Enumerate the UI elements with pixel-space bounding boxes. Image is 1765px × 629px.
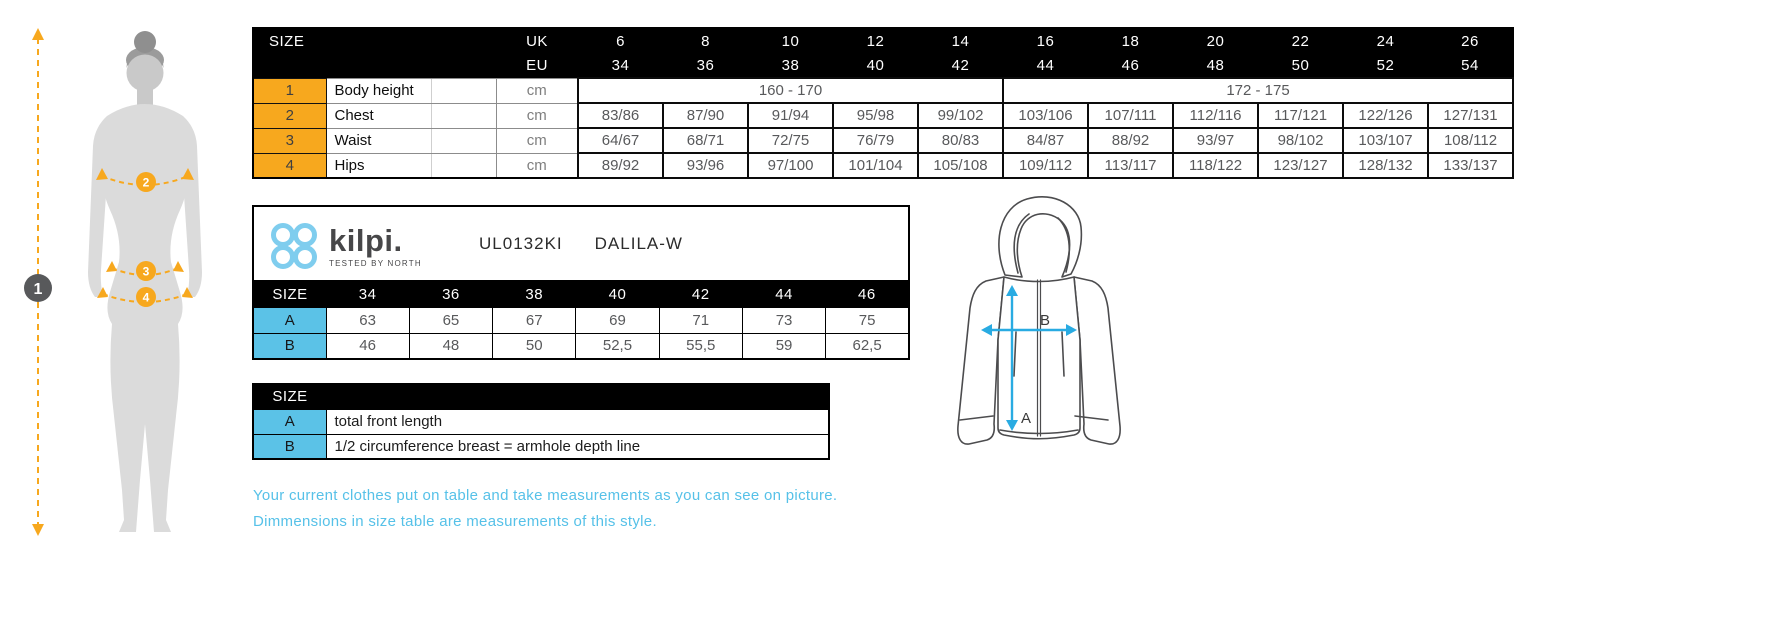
measure-value-cell: 103/107 xyxy=(1343,128,1428,153)
measure-value-cell: 68/71 xyxy=(663,128,748,153)
eu-size-cell: 42 xyxy=(918,53,1003,78)
label-spacer xyxy=(431,153,496,178)
measure-value-cell: 160 - 170 xyxy=(578,78,1003,103)
svg-text:4: 4 xyxy=(142,290,150,305)
product-value-cell: 63 xyxy=(326,307,409,333)
header-spacer xyxy=(326,384,829,409)
measure-value-cell: 103/106 xyxy=(1003,103,1088,128)
eu-size-cell: 40 xyxy=(833,53,918,78)
brand-name: kilpi. xyxy=(329,222,403,258)
unit-cell: cm xyxy=(496,78,578,103)
measure-value-cell: 107/111 xyxy=(1088,103,1173,128)
eu-size-cell: 52 xyxy=(1343,53,1428,78)
measure-value-cell: 105/108 xyxy=(918,153,1003,178)
measure-value-cell: 89/92 xyxy=(578,153,663,178)
jacket-hood xyxy=(999,197,1081,277)
product-size-table xyxy=(252,280,910,360)
arrow-up-icon xyxy=(32,28,44,40)
svg-text:2: 2 xyxy=(142,175,150,190)
uk-label: UK xyxy=(496,28,578,53)
measure-value-cell: 91/94 xyxy=(748,103,833,128)
uk-size-cell: 14 xyxy=(918,28,1003,53)
product-name: DALILA-W xyxy=(594,233,683,253)
table-row xyxy=(253,333,909,359)
measure-value-cell: 83/86 xyxy=(578,103,663,128)
product-size-cell: 34 xyxy=(326,281,409,307)
hair-bun xyxy=(134,31,156,53)
legend-table xyxy=(252,383,830,460)
measure-value-cell: 108/112 xyxy=(1428,128,1513,153)
product-title xyxy=(254,207,908,280)
size-header-label: SIZE xyxy=(253,384,326,409)
measure-value-cell: 97/100 xyxy=(748,153,833,178)
eu-label: EU xyxy=(496,53,578,78)
uk-size-cell: 26 xyxy=(1428,28,1513,53)
product-value-cell: 50 xyxy=(493,333,576,359)
measure-value-cell: 84/87 xyxy=(1003,128,1088,153)
measure-value-cell: 101/104 xyxy=(833,153,918,178)
product-value-cell: 52,5 xyxy=(576,333,659,359)
right-arm xyxy=(183,116,202,297)
measure-value-cell: 128/132 xyxy=(1343,153,1428,178)
product-value-cell: 69 xyxy=(576,307,659,333)
product-value-cell: 55,5 xyxy=(659,333,742,359)
jacket-illustration xyxy=(928,180,1140,490)
product-size-cell: 38 xyxy=(493,281,576,307)
measure-badge-1 xyxy=(24,274,52,302)
size-header-label: SIZE xyxy=(253,28,496,53)
jacket-label-a: A xyxy=(1021,410,1032,427)
measure-row-label: Body height xyxy=(326,78,431,103)
eu-size-cell: 48 xyxy=(1173,53,1258,78)
measure-value-cell: 64/67 xyxy=(578,128,663,153)
woman-figure-illustration xyxy=(8,20,243,565)
uk-size-cell: 18 xyxy=(1088,28,1173,53)
measure-value-cell: 133/137 xyxy=(1428,153,1513,178)
left-arm xyxy=(88,116,107,297)
measure-key-cell: B xyxy=(253,333,326,359)
product-value-cell: 71 xyxy=(659,307,742,333)
measure-row-number: 2 xyxy=(253,103,326,128)
measure-value-cell: 93/97 xyxy=(1173,128,1258,153)
eu-size-cell: 54 xyxy=(1428,53,1513,78)
measure-value-cell: 87/90 xyxy=(663,103,748,128)
table-row xyxy=(253,103,1513,128)
product-code: UL0132KI xyxy=(479,233,563,253)
product-value-cell: 73 xyxy=(742,307,825,333)
note-line-1: Your current clothes put on table and take measurements as you can see on picture. xyxy=(253,487,838,504)
measure-value-cell: 72/75 xyxy=(748,128,833,153)
arrow-down-icon xyxy=(32,524,44,536)
eu-size-cell: 34 xyxy=(578,53,663,78)
measure-value-cell: 118/122 xyxy=(1173,153,1258,178)
brand-tagline: TESTED BY NORTH xyxy=(329,258,422,268)
note-line-2: Dimmensions in size table are measurements of this style. xyxy=(253,513,657,530)
measure-value-cell: 99/102 xyxy=(918,103,1003,128)
measure-value-cell: 172 - 175 xyxy=(1003,78,1513,103)
legend-desc-cell: 1/2 circumference breast = armhole depth line xyxy=(326,434,829,459)
measure-value-cell: 76/79 xyxy=(833,128,918,153)
eu-size-cell: 38 xyxy=(748,53,833,78)
uk-size-cell: 24 xyxy=(1343,28,1428,53)
product-size-cell: 44 xyxy=(742,281,825,307)
measure-value-cell: 117/121 xyxy=(1258,103,1343,128)
measure-row-number: 1 xyxy=(253,78,326,103)
label-spacer xyxy=(431,78,496,103)
unit-cell: cm xyxy=(496,103,578,128)
table-row xyxy=(253,153,1513,178)
product-size-cell: 46 xyxy=(826,281,909,307)
measure-value-cell: 80/83 xyxy=(918,128,1003,153)
unit-cell: cm xyxy=(496,128,578,153)
uk-size-cell: 10 xyxy=(748,28,833,53)
measure-value-cell: 113/117 xyxy=(1088,153,1173,178)
woman-silhouette xyxy=(88,31,202,532)
measure-value-cell: 122/126 xyxy=(1343,103,1428,128)
legend-desc-cell: total front length xyxy=(326,409,829,434)
uk-size-cell: 6 xyxy=(578,28,663,53)
product-value-cell: 62,5 xyxy=(826,333,909,359)
size-header-label: SIZE xyxy=(253,281,326,307)
product-value-cell: 48 xyxy=(409,333,492,359)
jacket-body xyxy=(998,277,1080,439)
uk-size-cell: 22 xyxy=(1258,28,1343,53)
measure-badge-3 xyxy=(136,261,156,281)
product-size-cell: 36 xyxy=(409,281,492,307)
eu-size-cell: 36 xyxy=(663,53,748,78)
eu-size-cell: 46 xyxy=(1088,53,1173,78)
product-value-cell: 46 xyxy=(326,333,409,359)
table-row xyxy=(253,128,1513,153)
header-spacer xyxy=(253,53,496,78)
measure-value-cell: 88/92 xyxy=(1088,128,1173,153)
jacket-label-b: B xyxy=(1040,312,1051,329)
svg-text:1: 1 xyxy=(33,281,43,298)
legs xyxy=(110,324,179,532)
measure-value-cell: 95/98 xyxy=(833,103,918,128)
measure-row-label: Hips xyxy=(326,153,431,178)
legend-key-cell: B xyxy=(253,434,326,459)
measure-value-cell: 93/96 xyxy=(663,153,748,178)
measure-row-label: Waist xyxy=(326,128,431,153)
measure-badge-2 xyxy=(136,172,156,192)
measure-value-cell: 112/116 xyxy=(1173,103,1258,128)
uk-size-cell: 8 xyxy=(663,28,748,53)
product-header-box xyxy=(252,205,910,282)
arrow-right-icon xyxy=(173,261,184,272)
table-row xyxy=(253,78,1513,103)
product-value-cell: 65 xyxy=(409,307,492,333)
uk-size-cell: 12 xyxy=(833,28,918,53)
measure-key-cell: A xyxy=(253,307,326,333)
label-spacer xyxy=(431,103,496,128)
measure-value-cell: 127/131 xyxy=(1428,103,1513,128)
product-value-cell: 75 xyxy=(826,307,909,333)
table-row xyxy=(253,409,829,434)
eu-size-cell: 50 xyxy=(1258,53,1343,78)
label-spacer xyxy=(431,128,496,153)
measure-value-cell: 109/112 xyxy=(1003,153,1088,178)
legend-key-cell: A xyxy=(253,409,326,434)
measure-row-number: 4 xyxy=(253,153,326,178)
measure-value-cell: 98/102 xyxy=(1258,128,1343,153)
arrow-left-icon xyxy=(106,261,117,272)
unit-cell: cm xyxy=(496,153,578,178)
svg-text:3: 3 xyxy=(142,264,150,279)
eu-size-cell: 44 xyxy=(1003,53,1088,78)
product-size-cell: 42 xyxy=(659,281,742,307)
head xyxy=(127,55,164,92)
uk-size-cell: 16 xyxy=(1003,28,1088,53)
table-row xyxy=(253,434,829,459)
measure-badge-4 xyxy=(136,287,156,307)
product-value-cell: 67 xyxy=(493,307,576,333)
measure-row-number: 3 xyxy=(253,128,326,153)
measure-row-label: Chest xyxy=(326,103,431,128)
measure-value-cell: 123/127 xyxy=(1258,153,1343,178)
product-size-cell: 40 xyxy=(576,281,659,307)
product-value-cell: 59 xyxy=(742,333,825,359)
table-row xyxy=(253,307,909,333)
uk-size-cell: 20 xyxy=(1173,28,1258,53)
body-measurements-table xyxy=(252,27,1514,179)
